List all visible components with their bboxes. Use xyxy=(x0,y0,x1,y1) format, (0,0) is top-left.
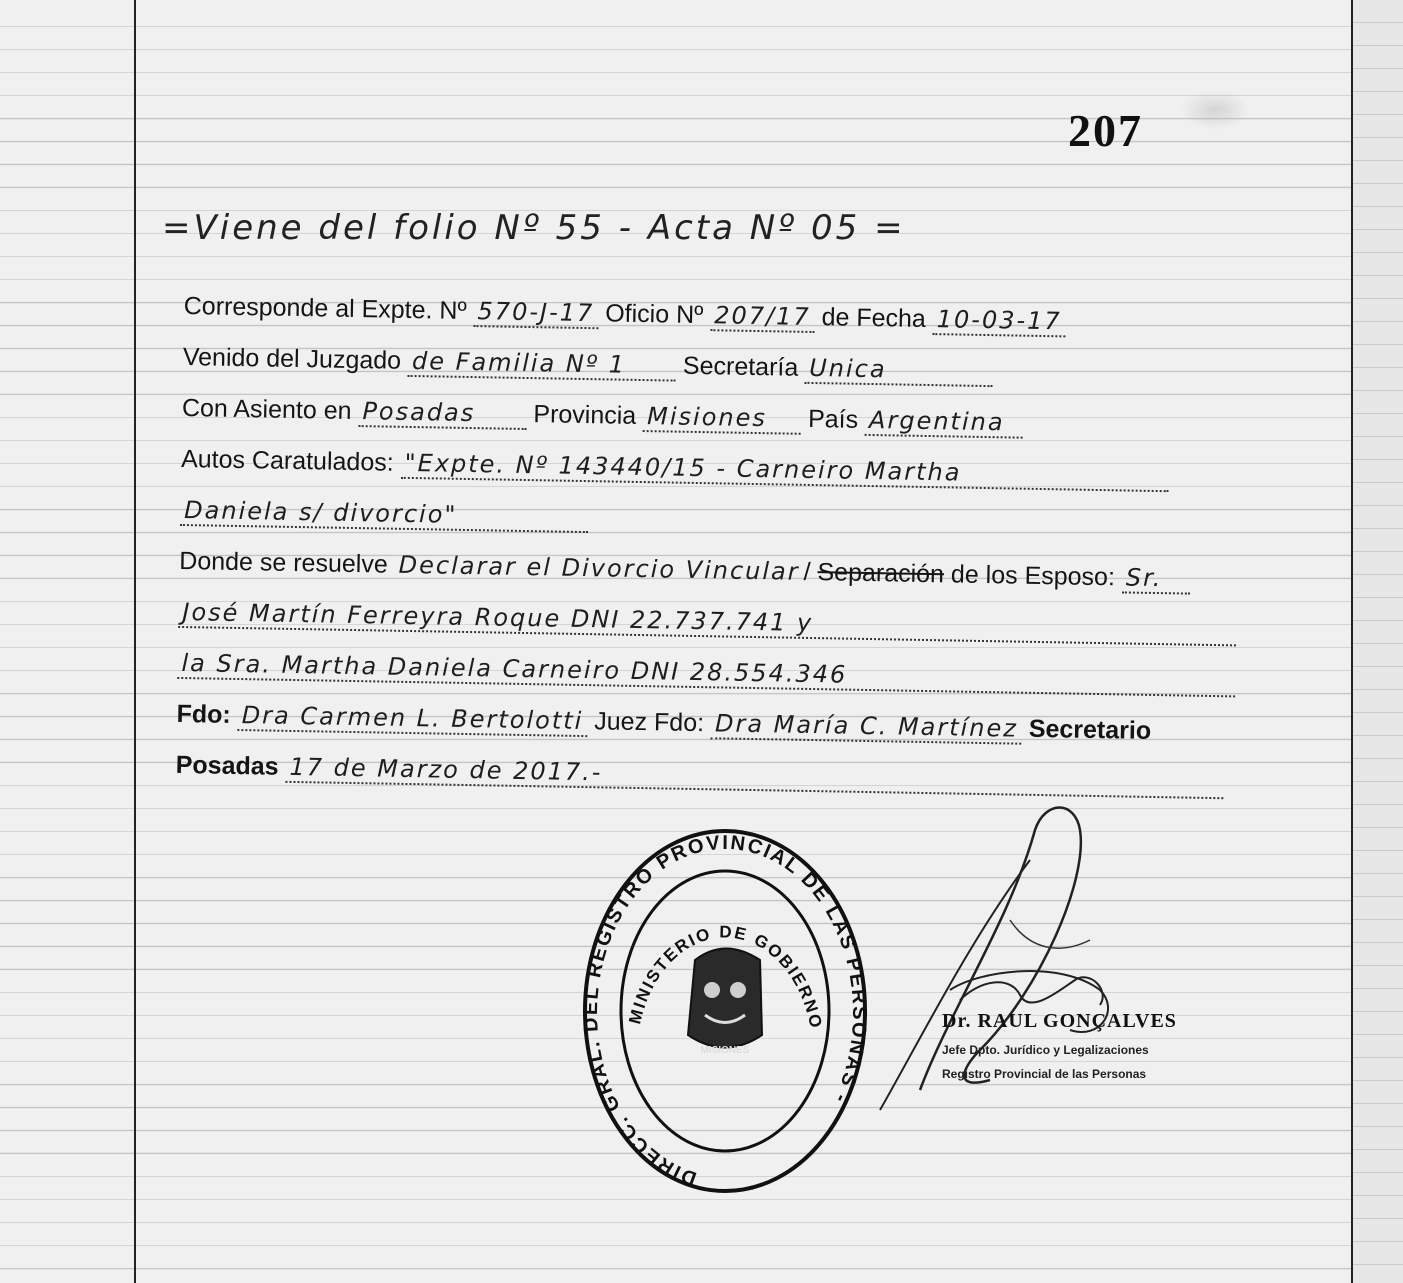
expte-value: 570-J-17 xyxy=(473,297,598,329)
pais-value: Argentina xyxy=(865,406,1023,439)
handwritten-signature xyxy=(860,790,1120,1150)
secretario-label: Secretario xyxy=(1028,714,1152,745)
autos-label: Autos Caratulados: xyxy=(180,444,394,477)
resuelve-label: Donde se resuelve xyxy=(179,546,388,579)
signatory-title-2: Registro Provincial de las Personas xyxy=(942,1067,1147,1081)
lugar-label: Posadas xyxy=(175,750,279,781)
form-row-resuelve: Donde se resuelve Declarar el Divorcio Vincular / Separación de los Esposo: Sr. xyxy=(179,547,1250,617)
oficio-value: 207/17 xyxy=(710,301,815,333)
expte-label: Corresponde al Expte. Nº xyxy=(183,292,467,325)
asiento-label: Con Asiento en xyxy=(181,393,352,425)
seal-emblem-label: MISIONES xyxy=(700,1045,750,1056)
esposa-value: la Sra. Martha Daniela Carneiro DNI 28.554.346 xyxy=(177,649,1235,697)
ink-smudge xyxy=(1180,90,1250,130)
esposos-label: de los Esposo: xyxy=(950,560,1116,592)
seal-inner-text: MINISTERIO DE GOBIERNO xyxy=(625,922,826,1032)
provincia-value: Misiones xyxy=(643,402,801,435)
record-form xyxy=(175,292,1254,821)
left-margin-rule xyxy=(134,0,136,1283)
lugar-value: 17 de Marzo de 2017.- xyxy=(285,753,1223,799)
asiento-value: Posadas xyxy=(358,397,526,430)
fecha-value: 10-03-17 xyxy=(933,305,1066,337)
esposo-prefix: Sr. xyxy=(1122,563,1191,594)
esposo-value: José Martín Ferreyra Roque DNI 22.737.741 y xyxy=(178,598,1236,646)
secretario-value: Dra María C. Martínez xyxy=(711,709,1022,744)
seal-outer-text: DIRECC. GRAL. DEL REGISTRO PROVINCIAL DE LAS PERSONAS - xyxy=(580,831,870,1190)
juez-label: Juez Fdo: xyxy=(594,707,705,738)
right-margin-strip xyxy=(1353,0,1403,1283)
oficio-label: Oficio Nº xyxy=(604,299,704,330)
coat-of-arms-icon xyxy=(688,949,762,1048)
signatory-name: Dr. RAUL GONÇALVES xyxy=(942,1010,1177,1032)
folio-number: 207 xyxy=(1068,105,1143,156)
provincia-label: Provincia xyxy=(533,400,637,430)
official-seal xyxy=(580,825,870,1197)
margin-note: =Viene del folio Nº 55 - Acta Nº 05 = xyxy=(162,208,906,248)
autos-value-line-1: "Expte. Nº 143440/15 - Carneiro Martha xyxy=(400,449,1168,492)
signatory-title-1: Jefe Dpto. Jurídico y Legalizaciones xyxy=(942,1043,1149,1057)
juzgado-label: Venido del Juzgado xyxy=(182,342,402,375)
juez-value: Dra Carmen L. Bertolotti xyxy=(237,701,587,737)
juzgado-value: de Familia Nº 1 xyxy=(408,347,676,382)
secretaria-label: Secretaría xyxy=(682,351,799,382)
signature-block xyxy=(942,1010,1242,1081)
fecha-label: de Fecha xyxy=(821,303,927,333)
fdo-label: Fdo: xyxy=(176,699,232,729)
separacion-label: Separación xyxy=(817,558,945,589)
autos-value-line-2: Daniela s/ divorcio" xyxy=(180,496,588,533)
resuelve-value: Declarar el Divorcio Vincular xyxy=(398,550,800,586)
pais-label: País xyxy=(807,404,859,434)
secretaria-value: Unica xyxy=(805,354,993,387)
